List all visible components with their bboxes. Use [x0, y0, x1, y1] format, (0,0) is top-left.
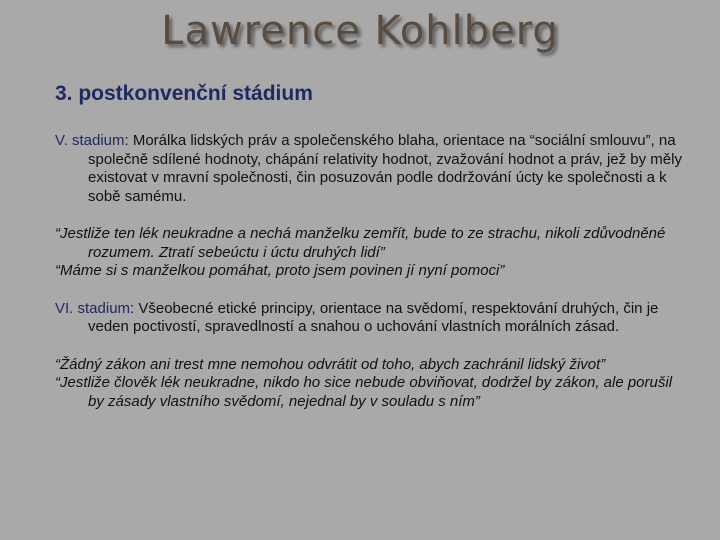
- stage-6-quote-2: “Jestliže člověk lék neukradne, nikdo ho sice nebude obviňovat, dodržel by zákon, ale porušil by zásady vlastního svědomí, nejednal by v souladu s ním”: [55, 374, 673, 410]
- stage-6-quote-1: “Žádný zákon ani trest mne nemohou odvrátit od toho, abych zachránil lidský život”: [55, 355, 606, 373]
- stage-5-quote-2: “Máme si s manželkou pomáhat, proto jsem povinen jí nyní pomoci”: [55, 262, 505, 279]
- slide-subtitle: 3. postkonvenční stádium: [55, 82, 313, 105]
- stage-5-quote-1: “Jestliže ten lék neukradne a nechá manželku zemřít, bude to ze strachu, nikoli zdůvodněné rozumem. Ztratí sebeúctu i úctu druhých lidí”: [55, 225, 666, 261]
- stage-5-paragraph: [55, 132, 687, 206]
- slide-content: [55, 132, 687, 411]
- stage-6-text: : Všeobecné etické principy, orientace na svědomí, respektování druhých, čin je veden poctivostí, spravedlností a snahou o uchování vlastních morálních zásad.: [88, 299, 659, 335]
- stage-6-paragraph: [55, 300, 687, 337]
- stage-6-label: VI. stadium: [55, 299, 131, 317]
- stage-5-label: V. stadium: [55, 132, 125, 149]
- stage-5-text: : Morálka lidských práv a společenského blaha, orientace na “sociální smlouvu”, na společně sdílené hodnoty, chápání relativity hodnot, zvažování hodnot a práv, jež by měly existovat v mravní společnosti, čin posuzován podle dodržování úcty ke společnosti a k sobě samému.: [88, 132, 682, 205]
- slide-title: Lawrence Kohlberg: [161, 8, 559, 54]
